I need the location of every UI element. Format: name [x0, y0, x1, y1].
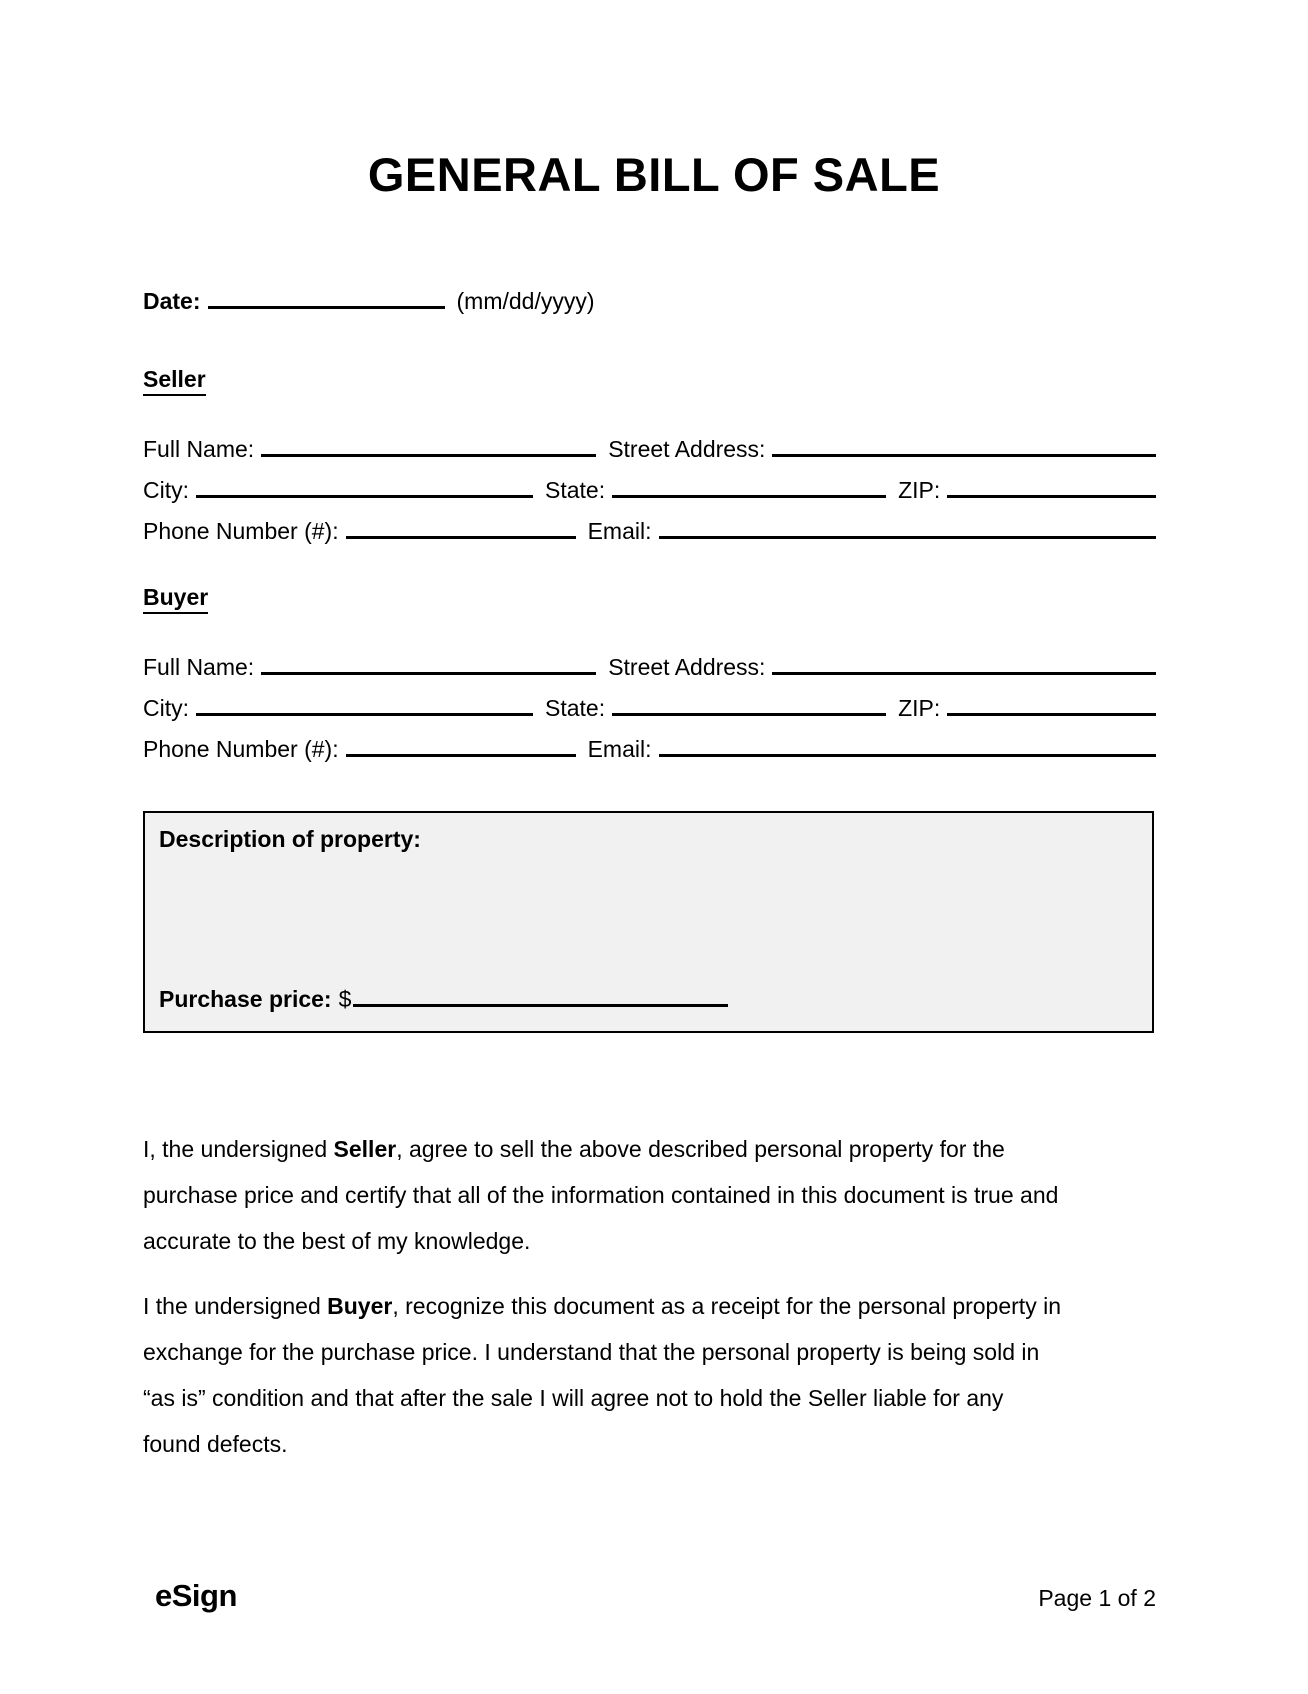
purchase-price-label: Purchase price: — [159, 986, 332, 1012]
seller-email-field[interactable] — [659, 520, 1157, 539]
buyer-state-field[interactable] — [612, 697, 886, 716]
buyer-heading: Buyer — [143, 584, 208, 614]
date-format-hint: (mm/dd/yyyy) — [456, 288, 595, 314]
purchase-price-field[interactable] — [353, 988, 728, 1007]
seller-zip-label: ZIP: — [898, 477, 941, 503]
seller-full-name-field[interactable] — [261, 438, 596, 457]
seller-section — [143, 366, 1156, 545]
seller-acknowledgment-paragraph: I, the undersigned Seller, agree to sell the above described personal property for the purchase price and certify that all of the information contained in this document is true and accurate to the best of my knowledge. — [143, 1136, 1059, 1254]
date-row — [143, 288, 1156, 315]
buyer-city-label: City: — [143, 695, 189, 721]
date-label: Date: — [143, 288, 201, 314]
seller-heading: Seller — [143, 366, 206, 396]
buyer-zip-label: ZIP: — [898, 695, 941, 721]
property-box — [143, 811, 1154, 1033]
seller-street-address-label: Street Address: — [608, 436, 766, 462]
buyer-street-address-field[interactable] — [772, 656, 1156, 675]
buyer-state-label: State: — [545, 695, 606, 721]
buyer-phone-field[interactable] — [346, 738, 576, 757]
page-number: Page 1 of 2 — [1038, 1585, 1156, 1611]
description-label: Description of property: — [159, 826, 421, 852]
buyer-zip-field[interactable] — [947, 697, 1156, 716]
brand-logo: eSign — [155, 1578, 237, 1613]
seller-street-address-field[interactable] — [772, 438, 1156, 457]
buyer-phone-label: Phone Number (#): — [143, 736, 339, 762]
seller-state-field[interactable] — [612, 479, 886, 498]
buyer-email-label: Email: — [587, 736, 652, 762]
buyer-street-address-label: Street Address: — [608, 654, 766, 680]
currency-symbol: $ — [338, 986, 352, 1012]
seller-full-name-label: Full Name: — [143, 436, 255, 462]
buyer-email-field[interactable] — [659, 738, 1157, 757]
footer — [155, 1578, 1156, 1614]
seller-phone-field[interactable] — [346, 520, 576, 539]
buyer-acknowledgment-paragraph: I the undersigned Buyer, recognize this document as a receipt for the personal property in exchange for the purchase price. I understand that the personal property is being sold in “as is” condition and that after the sale I will agree not to hold the Seller liable for any found defects. — [143, 1293, 1061, 1457]
seller-zip-field[interactable] — [947, 479, 1156, 498]
buyer-full-name-field[interactable] — [261, 656, 596, 675]
buyer-city-field[interactable] — [196, 697, 533, 716]
date-field[interactable] — [208, 290, 445, 309]
seller-city-field[interactable] — [196, 479, 533, 498]
seller-email-label: Email: — [587, 518, 652, 544]
seller-city-label: City: — [143, 477, 189, 503]
document-title: GENERAL BILL OF SALE — [367, 148, 941, 201]
seller-phone-label: Phone Number (#): — [143, 518, 339, 544]
seller-state-label: State: — [545, 477, 606, 503]
buyer-full-name-label: Full Name: — [143, 654, 255, 680]
buyer-section — [143, 584, 1156, 763]
